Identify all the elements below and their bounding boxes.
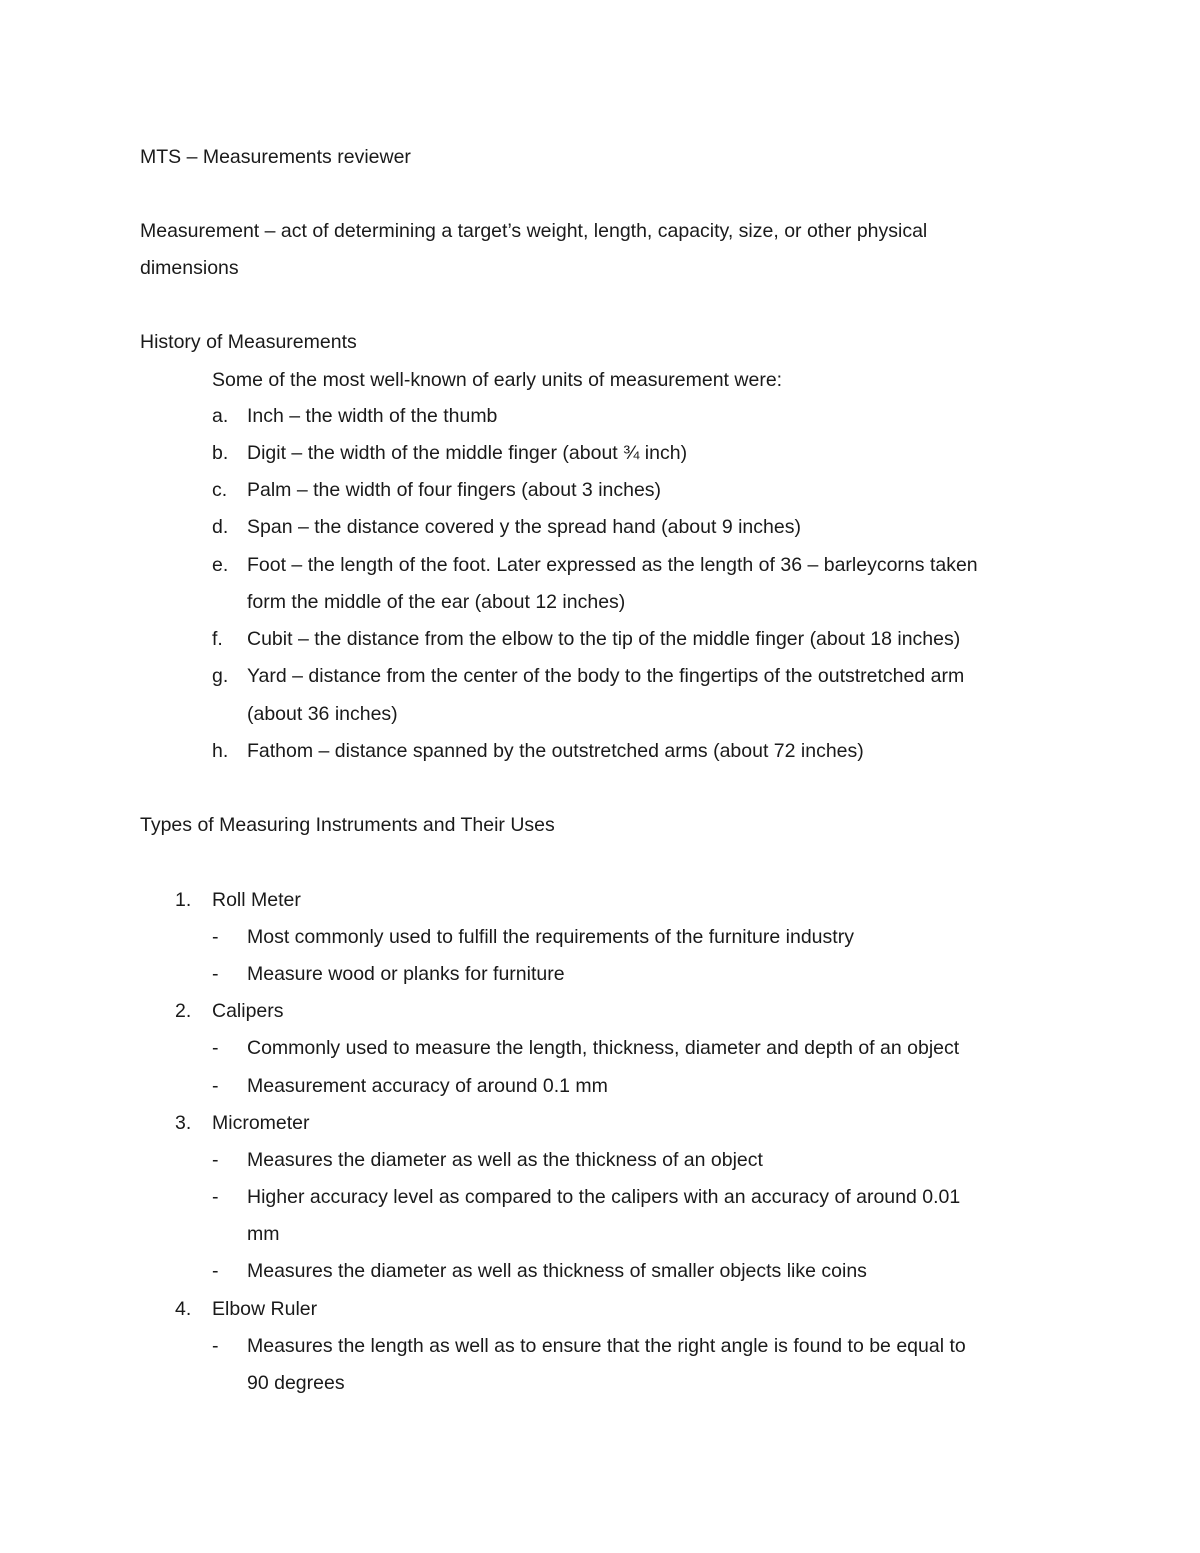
list-marker: d. xyxy=(212,516,229,538)
bullet-marker: - xyxy=(212,926,219,948)
history-item-text: Palm – the width of four fingers (about 3 inches) xyxy=(247,479,662,501)
bullet-marker: - xyxy=(212,1037,219,1059)
bullet-marker: - xyxy=(212,1335,219,1357)
bullet-text: Most commonly used to fulfill the requirements of the furniture industry xyxy=(247,926,854,948)
bullet-text: Measures the diameter as well as the thickness of an object xyxy=(247,1149,763,1171)
history-item-text: Cubit – the distance from the elbow to the tip of the middle finger (about 18 inches) xyxy=(247,628,961,650)
bullet-marker: - xyxy=(212,963,219,985)
bullet-marker: - xyxy=(212,1260,219,1282)
history-item-continuation: form the middle of the ear (about 12 inches) xyxy=(247,591,626,613)
history-heading: History of Measurements xyxy=(140,331,357,353)
instrument-name: Micrometer xyxy=(212,1112,310,1134)
bullet-text: Measure wood or planks for furniture xyxy=(247,963,565,985)
instrument-name: Elbow Ruler xyxy=(212,1298,318,1320)
instrument-name: Roll Meter xyxy=(212,889,301,911)
list-marker: b. xyxy=(212,442,229,464)
list-marker: 2. xyxy=(175,1000,192,1022)
history-item-text: Digit – the width of the middle finger (about ¾ inch) xyxy=(247,442,688,464)
bullet-continuation: 90 degrees xyxy=(247,1372,345,1394)
list-marker: f. xyxy=(212,628,223,650)
bullet-text: Higher accuracy level as compared to the calipers with an accuracy of around 0.01 xyxy=(247,1186,961,1208)
history-item-text: Foot – the length of the foot. Later expressed as the length of 36 – barleycorns taken xyxy=(247,554,978,576)
history-item-text: Fathom – distance spanned by the outstretched arms (about 72 inches) xyxy=(247,740,864,762)
list-marker: a. xyxy=(212,405,229,427)
list-marker: h. xyxy=(212,740,229,762)
instruments-heading: Types of Measuring Instruments and Their Uses xyxy=(140,814,555,836)
history-item-text: Yard – distance from the center of the body to the fingertips of the outstretched arm xyxy=(247,665,965,687)
bullet-text: Measurement accuracy of around 0.1 mm xyxy=(247,1075,608,1097)
list-marker: g. xyxy=(212,665,229,687)
history-intro: Some of the most well-known of early units of measurement were: xyxy=(212,369,783,391)
history-item-text: Span – the distance covered y the spread hand (about 9 inches) xyxy=(247,516,801,538)
bullet-marker: - xyxy=(212,1186,219,1208)
history-item-text: Inch – the width of the thumb xyxy=(247,405,498,427)
list-marker: 4. xyxy=(175,1298,192,1320)
list-marker: e. xyxy=(212,554,229,576)
history-item-continuation: (about 36 inches) xyxy=(247,703,398,725)
bullet-marker: - xyxy=(212,1149,219,1171)
list-marker: 3. xyxy=(175,1112,192,1134)
bullet-text: Measures the length as well as to ensure that the right angle is found to be equal to xyxy=(247,1335,966,1357)
document-title: MTS – Measurements reviewer xyxy=(140,146,411,168)
definition-line-1: Measurement – act of determining a target’s weight, length, capacity, size, or other physical xyxy=(140,220,928,242)
list-marker: 1. xyxy=(175,889,192,911)
list-marker: c. xyxy=(212,479,228,501)
bullet-marker: - xyxy=(212,1075,219,1097)
bullet-text: Commonly used to measure the length, thickness, diameter and depth of an object xyxy=(247,1037,960,1059)
bullet-continuation: mm xyxy=(247,1223,280,1245)
definition-line-2: dimensions xyxy=(140,257,239,279)
bullet-text: Measures the diameter as well as thickness of smaller objects like coins xyxy=(247,1260,867,1282)
instrument-name: Calipers xyxy=(212,1000,284,1022)
